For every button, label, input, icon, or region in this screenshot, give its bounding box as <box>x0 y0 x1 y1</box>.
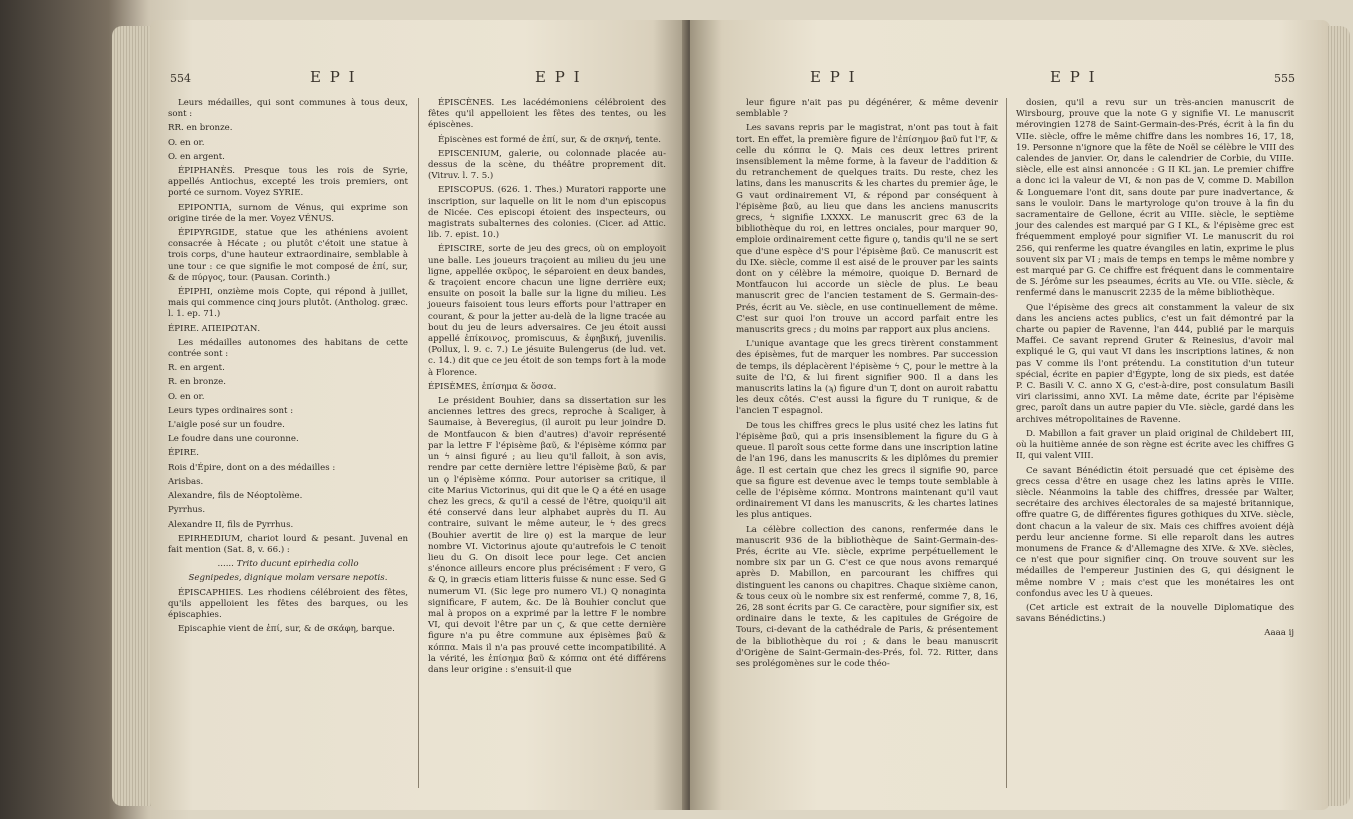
right-page-column-1 <box>736 98 998 673</box>
paragraph: ÉPIRE. ΑΠΕΙΡΩΤΑΝ. <box>168 323 261 334</box>
left-page-edges <box>112 26 152 806</box>
paragraph: Que l'épisème des grecs ait constamment la valeur de six dans les anciens actes publics, c'est un fait démontré par la charte ou papier de Ravenne, l'an 444, publié par le marquis Maffei. Ce savant reprend Gruter & Reinesius, d'avoir mal expliqué le G, qui vaut VI dans les inscriptions latines, & non pas V comme ils l'ont prétendu. La constitution d'un tuteur spécial, écrite en papier d'Égypte, long de six pieds, est datée P. C. Basili V. C. anno X G, c'est-à-dire, post consulatum Basili viri clarissimi, anno XVI. La même date, écrite par l'épisème grec, paroît dans un autre papier du VIe. siècle, gardé dans les archives métropolitaines de Ravenne. <box>1016 302 1294 425</box>
right-page-column-2 <box>1016 98 1294 643</box>
paragraph: Les médailles autonomes des habitans de cette contrée sont : <box>168 337 408 360</box>
right-page <box>690 20 1330 810</box>
signature-mark: Aaaa ij <box>1264 628 1294 639</box>
paragraph: RR. en bronze. <box>168 123 233 134</box>
paragraph: Pyrrhus. <box>168 505 206 516</box>
paragraph: Segnipedes, dignique molam versare nepotis. <box>188 573 388 584</box>
left-page-column-1 <box>168 98 408 638</box>
paragraph: O. en argent. <box>168 151 225 162</box>
paragraph: Épiscènes est formé de ἐπί, sur, & de σκηνή, tente. <box>438 134 661 145</box>
paragraph: Episcaphie vient de ἐπί, sur, & de σκάφη, barque. <box>178 624 395 635</box>
paragraph: Le président Bouhier, dans sa dissertation sur les anciennes lettres des grecs, reproche à Scaliger, à Saumaise, à Beveregius, (il auroit pu leur joindre D. de Montfaucon & bien d'autres) d'avoir représenté par la lettre F l'épisème βαῦ, & l'épisème κόππα par un ϟ ainsi figuré ; au lieu qu'il falloit, à son avis, rendre par cette dernière lettre l'épisème βαῦ, & par un ϙ l'épisème κόππα. Pour autoriser sa critique, il cite Marius Victorinus, qui dit que le Q a été en usage chez les grecs, & qu'il a cessé de l'être, quoiqu'il ait été conservé dans leur alphabet auprès du Π. Au contraire, suivant le même auteur, le ϟ des grecs (Bouhier avertit de lire ϙ) est la marque de leur nombre VI. Victorinus ajoute qu'autrefois le C tenoit lieu du G. On disoit lece pour lege. Cet ancien s'énonce ailleurs encore plus précisément : F vero, G & Q, in græcis etiam litteris fuisse & nunc esse. Sed G numerum VI. (Sic lege pro numero VI.) Q nonaginta significare, F autem, &c. De là Bouhier conclut que mal à propos on a exprimé par la lettre F le nombre VI, qui devoit l'être par un ϛ, & que cette dernière figure n'a pu être commune aux épisèmes βαῦ & κόππα. Mais il n'a pas prouvé cette incompatibilité. A la vérité, les ἐπίσημα βαῦ & κόππα ont été différens dans leur origine : s'ensuit-il que <box>428 396 666 675</box>
paragraph: leur figure n'ait pas pu dégénérer, & même devenir semblable ? <box>736 98 998 120</box>
paragraph: ÉPIRE. <box>168 448 199 459</box>
right-page-edges <box>1328 26 1350 806</box>
paragraph: Les savans repris par le magistrat, n'ont pas tout à fait tort. En effet, la première figure de l'ἐπίσημον βαῦ fut l'F, & celle du κόππα le Q. Mais ces deux lettres prirent insensiblement la même forme, à la faveur de l'addition & du retranchement de quelques traits. Du reste, chez les latins, dans les manuscrits & les chartes du premier âge, le G vaut ordinairement VI, & répond par conséquent à l'épisème βαῦ, au lieu que dans les anciens manuscrits grecs, ϟ signifie LXXXX. Le manuscrit grec 63 de la bibliothèque du roi, en lettres onciales, pour marquer 90, emploie ordinairement cette figure ϙ, tandis qu'il ne se sert que d'une espèce d'S pour l'épisème βαῦ. Ce manuscrit est du IXe. siècle, comme il est aisé de le prouver par les saints dont on y célèbre la mémoire, quoique D. Bernard de Montfaucon lui accorde un siècle de plus. Le beau manuscrit grec de l'ancien testament de S. Germain-des-Prés, écrit au Ve. siècle, en use continuellement de même. C'est sur quoi l'on trouve un accord parfait entre les manuscrits grecs ; du moins par rapport aux plus anciens. <box>736 123 998 336</box>
paragraph: ÉPIPHANÈS. Presque tous les rois de Syrie, appellés Antiochus, excepté les trois premiers, ont porté ce surnom. Voyez SYRIE. <box>168 166 408 199</box>
paragraph: R. en argent. <box>168 363 225 374</box>
paragraph: Le foudre dans une couronne. <box>168 434 299 445</box>
paragraph: O. en or. <box>168 391 205 402</box>
paragraph: dosien, qu'il a revu sur un très-ancien manuscrit de Wirsbourg, prouve que la note G y signifie VI. Le manuscrit mérovingien 1278 de Saint-Germain-des-Prés, écrit à la fin du VIIe. siècle, offre le même chiffre dans les nombres 16, 17, 18, 19. Personne n'ignore que la fête de Noël se célèbre le VIII des calendes de janvier. Or, dans le calendrier de Corbie, du VIIIe. siècle, elle est ainsi annoncée : G II KL jan. Le premier chiffre a donc ici la valeur de VI, & non pas de V, comme D. Mabillon & Longuemare l'ont dit, sans doute par pure inadvertance, & sans le vouloir. Dans le martyrologe qu'on trouve à la fin du sacramentaire de Gellone, écrit au VIIIe. siècle, le septième jour des calendes est marqué par G I KL, & l'épisème grec est fréquemment employé pour signifier VI. Le manuscrit du roi 256, qui renferme les quatre évangiles en latin, exprime le plus souvent six par VI ; mais de temps en temps le même nombre y est marqué par G. Ce chiffre est fréquent dans le commentaire de S. Jérôme sur les pseaumes, écrits au VIe. ou VIIe. siècle, & renfermé dans le manuscrit 2235 de la même bibliothèque. <box>1016 98 1294 299</box>
paragraph: Ce savant Bénédictin étoit persuadé que cet épisème des grecs cessa d'être en usage chez les latins après le VIIIe. siècle. Néanmoins la table des chiffres, dressée par Walter, secrétaire des archives électorales de sa majesté britannique, offre quatre G, de différentes figures gothiques du XIVe. siècle, dont chacun a la valeur de six. Mais ces chiffres avoient déjà perdu leur ancienne forme. Si elle reparoît dans les autres monumens de France & d'Allemagne des XIVe. & XVe. siècles, ce n'est que pour signifier cinq. On trouve souvent sur les médailles de l'empereur Justinien des G, qui désignent le même nombre V ; mais c'est que les monétaires les ont confondus avec les U à queues. <box>1016 465 1294 599</box>
left-page-column-2 <box>428 98 666 679</box>
paragraph: ÉPISCAPHIES. Les rhodiens célébroient des fêtes, qu'ils appelloient les fêtes des barques, ou les épiscaphies. <box>168 587 408 620</box>
paragraph: ÉPISCIRE, sorte de jeu des grecs, où on employoit une balle. Les joueurs traçoient au milieu du jeu une ligne, appellée σκῦρος, le séparoient en deux bandes, & traçoient encore chacun une ligne derrière eux; ensuite on posoit la balle sur la ligne du milieu. Les joueurs faisoient tous leurs efforts pour l'attraper en courant, & pour la jetter au-delà de la ligne tracée au bout du jeu de leurs adversaires. Ce jeu étoit aussi appellé ἐπίκοινος, promiscuus, & ἐφηβική, juvenilis. (Pollux, l. 9. c. 7.) Le jésuite Bulengerus (de lud. vet. c. 14.) dit que ce jeu étoit de son temps fort à la mode à Florence. <box>428 244 666 378</box>
paragraph: De tous les chiffres grecs le plus usité chez les latins fut l'épisème βαῦ, qui a pris insensiblement la figure du G à queue. Il paroît sous cette forme dans une inscription latine de l'an 196, dans les manuscrits & les diplômes du premier âge. Il est certain que chez les grecs il signifie 90, parce que sa figure est devenue avec le temps toute semblable à celle de l'épisème κόππα. Montrons maintenant qu'il vaut ordinairement VI dans les manuscrits, & les chartes latines les plus antiques. <box>736 420 998 521</box>
paragraph: EPISCOPUS. (626. 1. Thes.) Muratori rapporte une inscription, sur laquelle on lit le nom d'un episcopus de Nicée. Ces episcopi étoient des inspecteurs, ou magistrats subalternes des colonies. (Cicer. ad Attic. lib. 7. epist. 10.) <box>428 185 666 241</box>
paragraph: EPIPONTIA, surnom de Vénus, qui exprime son origine tirée de la mer. Voyez VÉNUS. <box>168 202 408 224</box>
paragraph: ÉPIPHI, onzième mois Copte, qui répond à juillet, mais qui commence cinq jours plutôt. (Antholog. græc. l. 1. ep. 71.) <box>168 287 408 320</box>
paragraph: EPISCENIUM, galerie, ou colonnade placée au-dessus de la scène, du théâtre proprement dit. (Vitruv. l. 7. 5.) <box>428 148 666 182</box>
page-number-left: 554 <box>170 72 191 85</box>
column-divider <box>418 98 419 788</box>
paragraph: EPIRHEDIUM, chariot lourd & pesant. Juvenal en fait mention (Sat. 8, v. 66.) : <box>168 533 408 555</box>
paragraph: (Cet article est extrait de la nouvelle Diplomatique des savans Bénédictins.) <box>1016 602 1294 625</box>
left-page <box>150 20 685 810</box>
paragraph: O. en or. <box>168 137 205 148</box>
running-header-right-1: E P I <box>810 68 857 86</box>
paragraph: Rois d'Épire, dont on a des médailles : <box>168 462 336 473</box>
paragraph: Leurs types ordinaires sont : <box>168 405 294 416</box>
paragraph: Leurs médailles, qui sont communes à tous deux, sont : <box>168 98 408 120</box>
paragraph: R. en bronze. <box>168 377 226 388</box>
paragraph: ÉPISCÈNES. Les lacédémoniens célébroient des fêtes qu'il appelloient les fêtes des tentes, ou les épiscènes. <box>428 98 666 131</box>
running-header-left-1: E P I <box>310 68 357 86</box>
running-header-left-2: E P I <box>535 68 582 86</box>
paragraph: La célèbre collection des canons, renfermée dans le manuscrit 936 de la bibliothèque de Saint-Germain-des-Prés, écrite au VIe. siècle, exprime perpétuellement le nombre six par un G. C'est ce que nous avons remarqué après D. Mabillon, en parcourant les chiffres qui distinguent les canons ou chapitres. Chaque sixième canon, & tous ceux où le nombre six est renfermé, comme 7, 8, 16, 26, 28 sont écrits par G. Ce caractère, pour signifier six, est ordinaire dans le texte, & les capitules de Grégoire de Tours, ci-devant de la cathédrale de Paris, & présentement de la bibliothèque du roi ; & dans le beau manuscrit d'Origène de Saint-Germain-des-Prés, fol. 72. Ritter, dans ses prolégomènes sur le code théo- <box>736 524 998 669</box>
page-number-right: 555 <box>1274 72 1295 85</box>
paragraph: L'aigle posé sur un foudre. <box>168 420 285 431</box>
paragraph: ...... Trito ducunt epirhedia collo <box>217 559 359 570</box>
paragraph: Alexandre II, fils de Pyrrhus. <box>168 519 294 530</box>
paragraph: Arisbas. <box>168 476 204 487</box>
paragraph: ÉPIPYRGIDE, statue que les athéniens avoient consacrée à Hécate ; ou plutôt c'étoit une statue à trois corps, d'une hauteur extraordinaire, semblable à une tour : ce que signifie le mot composé de ἐπί, sur, & de πύργος, tour. (Pausan. Corinth.) <box>168 228 408 283</box>
column-divider <box>1006 98 1007 788</box>
paragraph: L'unique avantage que les grecs tirèrent constamment des épisèmes, fut de marquer les nombres. Par succession de temps, ils déplacèrent l'épisème ϟ Ϛ, pour le mettre à la suite de l'Ω, & lui firent signifier 900. Il a dans les manuscrits latins la (ϡ) figure d'un T, dont on auroit rabattu les deux côtés. C'est aussi la figure du T runique, & de l'ancien T espagnol. <box>736 339 998 417</box>
paragraph: Alexandre, fils de Néoptolème. <box>168 491 303 502</box>
paragraph: D. Mabillon a fait graver un plaid original de Childebert III, où la huitième année de son règne est écrite avec les chiffres G II, qui valent VIII. <box>1016 428 1294 462</box>
paragraph: ÉPISÈMES, ἐπίσημα & ὅσσα. <box>428 381 557 392</box>
running-header-right-2: E P I <box>1050 68 1097 86</box>
